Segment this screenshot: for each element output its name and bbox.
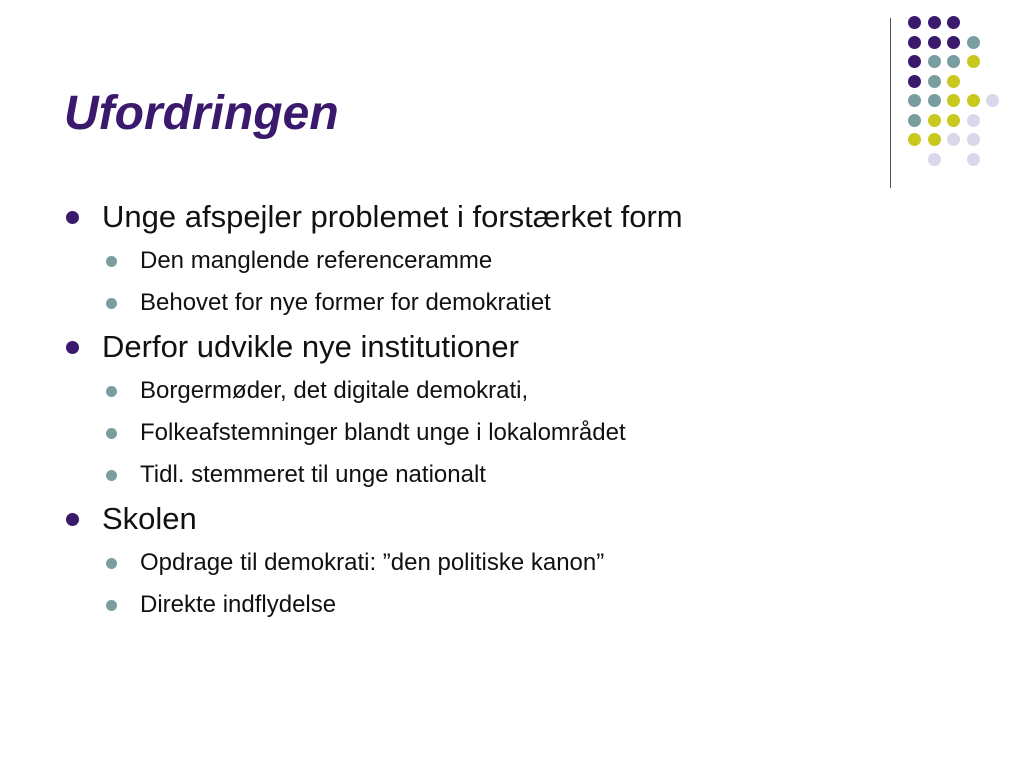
bullet-text: Den manglende referenceramme [140,247,493,274]
bullet-dot-icon [106,428,117,439]
decorative-dot [967,114,980,127]
bullet-text: Derfor udvikle nye institutioner [102,329,519,364]
decorative-dot [928,55,941,68]
bullet-level1 [60,496,860,542]
decorative-dot [947,36,960,49]
bullet-text: Direkte indflydelse [140,591,337,618]
bullet-text: Tidl. stemmeret til unge nationalt [140,461,486,488]
bullet-level2 [60,412,860,454]
bullet-level1 [60,194,860,240]
decorative-dot [947,55,960,68]
bullet-level2 [60,370,860,412]
decorative-dot [908,36,921,49]
decorative-dot [928,36,941,49]
bullet-text: Borgermøder, det digitale demokrati, [140,377,529,404]
bullet-level2 [60,542,860,584]
decorative-dot [908,114,921,127]
bullet-text: Behovet for nye former for demokratiet [140,289,551,316]
slide-title: Ufordringen [64,87,339,140]
decorative-dot [947,94,960,107]
bullet-dot-icon [106,386,117,397]
decorative-dot [928,16,941,29]
decorative-dot [928,153,941,166]
decorative-dot [908,55,921,68]
bullet-level2 [60,282,860,324]
bullet-level2 [60,240,860,282]
slide-content [60,194,860,626]
bullet-dot-icon [66,341,79,354]
decorative-dot [947,133,960,146]
bullet-level2 [60,584,860,626]
bullet-level1 [60,324,860,370]
decorative-dot [928,94,941,107]
decorative-dot [967,55,980,68]
bullet-dot-icon [106,600,117,611]
bullet-level2 [60,454,860,496]
bullet-dot-icon [66,513,79,526]
decorative-dot [908,94,921,107]
bullet-dot-icon [106,558,117,569]
decorative-dot [967,36,980,49]
decorative-dot [908,16,921,29]
bullet-text: Folkeafstemninger blandt unge i lokalområdet [140,419,626,446]
decorative-dot [967,133,980,146]
decorative-dot [908,133,921,146]
bullet-text: Skolen [102,501,197,536]
bullet-dot-icon [66,211,79,224]
decorative-dot [928,75,941,88]
decorative-dot [928,133,941,146]
vertical-divider [890,18,891,188]
bullet-dot-icon [106,298,117,309]
bullet-text: Opdrage til demokrati: ”den politiske kanon” [140,549,605,576]
bullet-dot-icon [106,470,117,481]
decorative-dot [967,153,980,166]
decorative-dot [986,94,999,107]
bullet-text: Unge afspejler problemet i forstærket form [102,199,683,234]
decorative-dot [947,114,960,127]
decorative-dot [967,94,980,107]
decorative-dot [928,114,941,127]
decorative-dot [947,75,960,88]
decorative-dot [947,16,960,29]
decorative-dot [908,75,921,88]
bullet-dot-icon [106,256,117,267]
